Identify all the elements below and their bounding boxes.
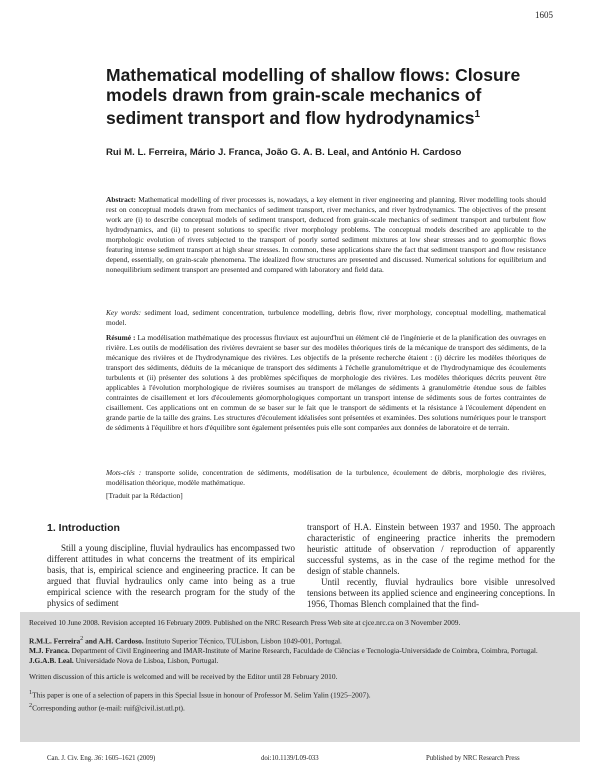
- footnote-marker: 1: [29, 690, 33, 697]
- resume: [106, 333, 546, 433]
- page-number: 1605: [535, 10, 553, 20]
- body-paragraph: transport of H.A. Einstein between 1937 and 1950. The approach characteristic of engineering practice inherits the premodern heuristic attitude of observation / reproduction of apparently successful systems, as in the case of the regime method for the design of stable channels.: [307, 522, 555, 576]
- affiliation: [29, 634, 571, 646]
- body-paragraph: Until recently, fluvial hydraulics bore visible unresolved tensions between its applied science and engineering conceptions. In 1956, Thomas Blench complained that the find-: [307, 577, 555, 609]
- affiliation: [29, 656, 571, 666]
- resume-text: La modélisation mathématique des processus fluviaux est aujourd'hui un élément clé de l'ingénierie et de la planification des ouvrages en rivière. Les outils de modélisation des rivières devraient se baser sur des modèles théoriques tirés de la mécanique de transport des sédiments, de la mécanique des rivières et de l'hydrodynamique des rivières. Les objectifs de la présente recherche étaient : (i) décrire les modèles théoriques de transport des sédiments, déduits de la mécanique de transport des sédiments à l'échelle granulométrique et de l'hydrodynamique des écoulements turbulents et (ii) présenter des solutions à des problèmes spécifiques de morphologie des rivières. Les modèles théoriques décrits peuvent être applicables à l'évolution morphologique de rivières soumises au transport de mélanges de sédiments à granulométrie étendue sous de faibles contraintes de cisaillement et lors d'écoulements géomorphologiques comportant un transport intense de sédiments sous de fortes contraintes de cisaillement. Ces applications ont en commun de se baser sur le fait que le transport de sédiments et la résistance à l'écoulement dépendent en grande partie de la taille des grains. Les structures d'écoulement idéalisées sont présentées et examinées. Des solutions numériques pour le transport de sédiments à l'équilibre et hors d'équilibre sont également présentées puis elle sont comparées aux données de laboratoire et de terrain.: [106, 333, 547, 432]
- paper-title: [106, 65, 546, 128]
- affiliation-names: M.J. Franca.: [29, 646, 70, 656]
- running-footer-journal: [47, 755, 155, 762]
- title-text: Mathematical modelling of shallow flows: Closure models drawn from grain-scale mechanics of sediment transport and flow hydrodynamics: [106, 65, 521, 128]
- abstract-text: Mathematical modelling of river processes is, nowadays, a key element in river engineering and planning. River modelling tools should rest on conceptual models drawn from mechanics of sediment transport, river mechanics, and river hydrodynamics. The objectives of the present work are (i) to describe conceptual models of sediment transport, deduced from grain-scale mechanics of sediment transport and turbulent flow hydrodynamics, and (ii) to present solutions to specific river morphology problems. The conceptual models described are applicable to the morphologic evolution of rivers subjected to the transport of poorly sorted sediment mixtures at low shear stresses and to geomorphic flows featuring intense sediment transport at high shear stresses. In common, these applications share the fact that sediment transport and flow resistance depend, essentially, on grain-scale phenomena. The idealized flow structures are presented and discussed. Numerical solutions for equilibrium and nonequilibrium sediment transport are presented and compared with laboratory and field data.: [106, 195, 546, 274]
- body-column-right: [307, 522, 555, 610]
- keywords-label: Key words:: [106, 308, 142, 317]
- title-footnote-marker: 1: [474, 109, 481, 120]
- running-footer-publisher: Published by NRC Research Press: [426, 755, 520, 762]
- affiliation-names: R.M.L. Ferreira: [29, 636, 81, 646]
- keywords: [106, 308, 546, 328]
- running-footer-doi: doi:10.1139/L09-033: [261, 755, 319, 762]
- affiliation-text: Department of Civil Engineering and IMAR-Institute of Marine Research, Faculdade de Ciências e Tecnologia-Universidade de Coimbra, Coimbra, Portugal.: [71, 646, 538, 656]
- journal-name: Can. J. Civ. Eng.: [47, 755, 93, 762]
- resume-label: Résumé :: [106, 333, 136, 342]
- section-heading: 1. Introduction: [47, 522, 120, 534]
- mots-cles-label: Mots-clés :: [106, 468, 142, 477]
- affiliation-text: Instituto Superior Técnico, TULisbon, Lisbon 1049-001, Portugal.: [145, 636, 342, 646]
- abstract-label: Abstract:: [106, 195, 136, 204]
- footnote: [29, 701, 571, 713]
- received-note: Received 10 June 2008. Revision accepted 16 February 2009. Published on the NRC Research Press Web site at cjce.nrc.ca on 3 November 2009.: [29, 618, 461, 627]
- footnote-text: Corresponding author (e-mail: ruif@civil.ist.utl.pt).: [32, 703, 185, 713]
- affiliation-names: J.G.A.B. Leal.: [29, 656, 74, 666]
- mots-cles-text: transporte solide, concentration de sédiments, modélisation de la turbulence, écoulement de débris, morphologie des rivières, modélisation théorique, modèle mathématique.: [106, 468, 546, 487]
- journal-pages: : 1605–1621 (2009): [101, 755, 156, 762]
- affiliation-text: Universidade Nova de Lisboa, Lisbon, Portugal.: [75, 656, 219, 666]
- footnote: [29, 688, 571, 700]
- mots-cles: [106, 468, 546, 488]
- footnote-box: [20, 612, 580, 742]
- affiliation-names: and A.H. Cardoso.: [85, 636, 144, 646]
- translation-note: [Traduit par la Rédaction]: [106, 491, 183, 500]
- abstract: [106, 195, 546, 275]
- body-column-left: Still a young discipline, fluvial hydraulics has encompassed two different attitudes in what concerns the treatment of its empirical basis, that is, empirical science and engineering practice. It can be argued that fluvial hydraulics only came into being as a true empirical science with the research program for the study of the physics of sediment: [47, 543, 295, 608]
- footnote-marker: 2: [29, 702, 33, 709]
- journal-volume: 36: [94, 755, 102, 762]
- discussion-note: Written discussion of this article is welcomed and will be received by the Editor until 28 February 2010.: [29, 672, 338, 682]
- author-list: Rui M. L. Ferreira, Mário J. Franca, João G. A. B. Leal, and António H. Cardoso: [106, 147, 462, 158]
- footnote-marker: 2: [80, 636, 84, 642]
- keywords-text: sediment load, sediment concentration, turbulence modelling, debris flow, river morphology, conceptual modelling, mathematical model.: [106, 308, 546, 327]
- affiliation: [29, 646, 571, 656]
- footnote-text: This paper is one of a selection of papers in this Special Issue in honour of Professor M. Selim Yalin (1925–2007).: [32, 690, 371, 700]
